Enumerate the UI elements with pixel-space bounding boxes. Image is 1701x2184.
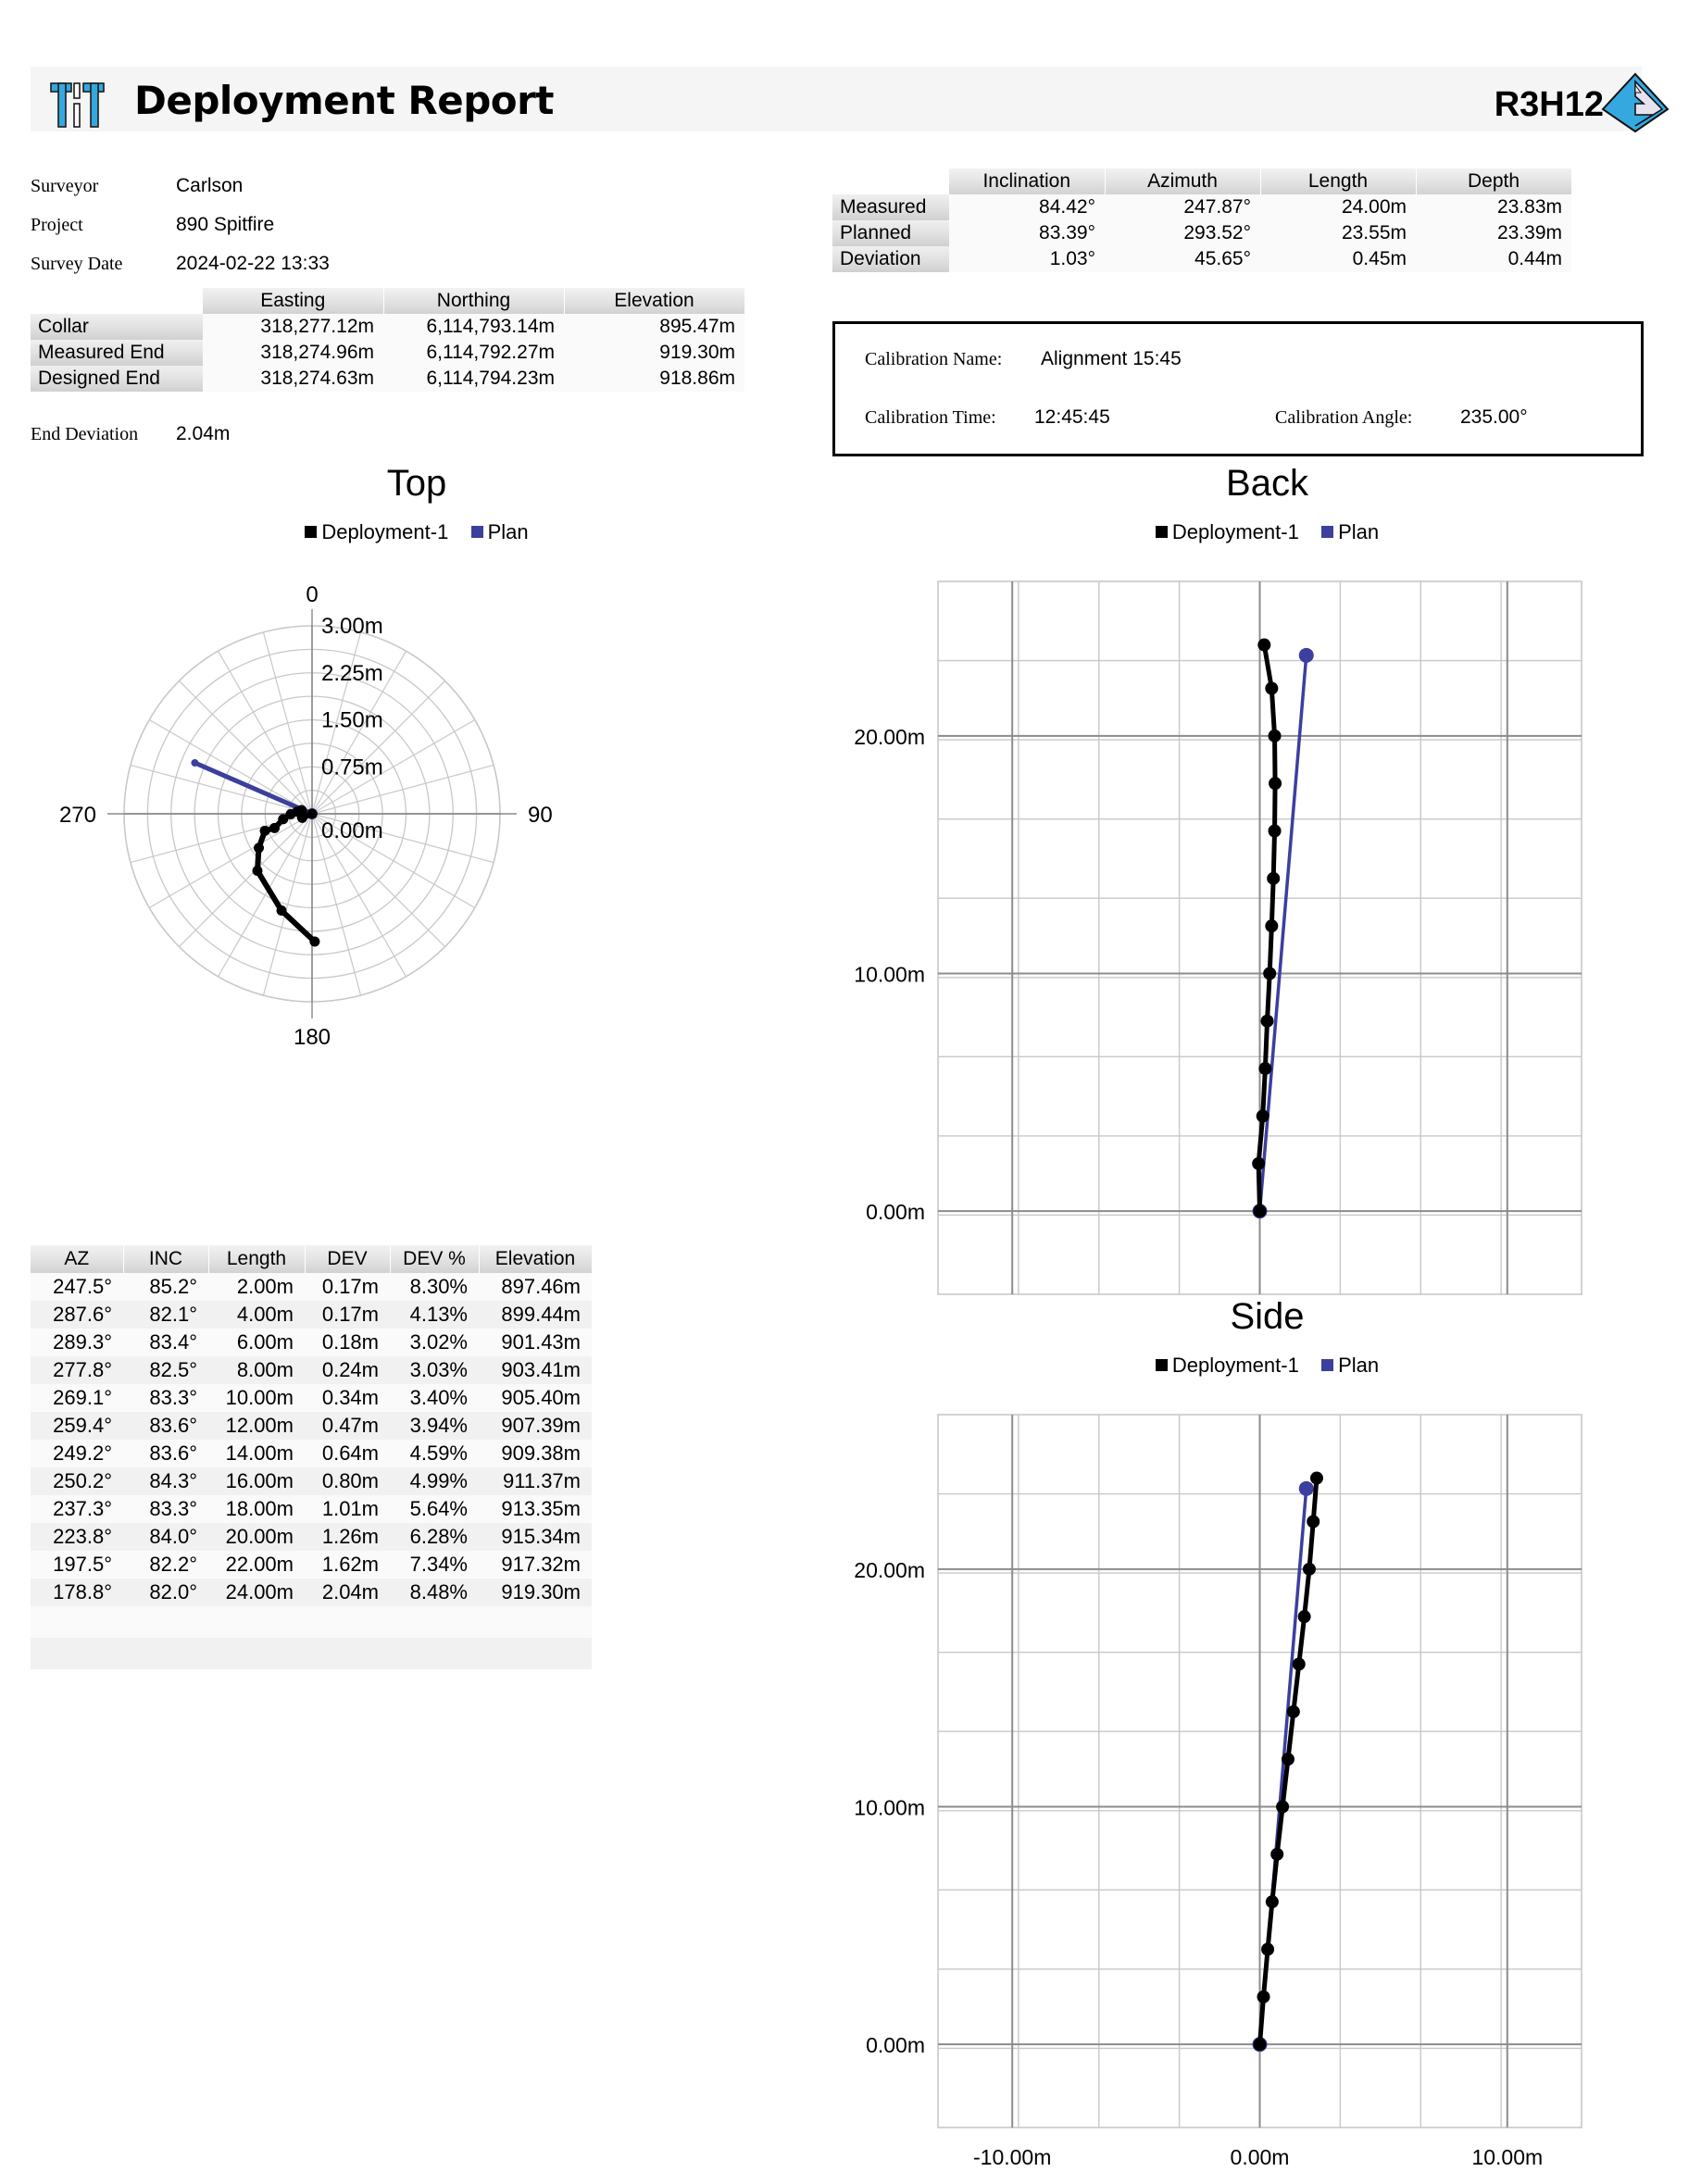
y-axis-tick: 10.00m [854, 1795, 925, 1820]
cell-5-2: 12.00m [208, 1412, 305, 1440]
cell-empty [390, 1638, 479, 1669]
cell-8-2: 18.00m [208, 1495, 305, 1523]
cell-8-3: 1.01m [305, 1495, 390, 1523]
cell-2-4: 3.02% [390, 1329, 479, 1356]
cell-8-1: 83.3° [123, 1495, 208, 1523]
cell-0-5: 897.46m [479, 1273, 592, 1301]
cell-measured-length: 24.00m [1260, 194, 1416, 220]
cell-8-4: 5.64% [390, 1495, 479, 1523]
cell-11-0: 178.8° [31, 1579, 123, 1606]
row-label-designed-end: Designed End [31, 366, 203, 392]
polar-angle-tick: 270 [58, 803, 96, 828]
cell-11-3: 2.04m [305, 1579, 390, 1606]
calibration-time-value: 12:45:45 [1034, 406, 1110, 428]
polar-radial-tick: 2.25m [321, 660, 383, 686]
table-header-row [31, 1245, 592, 1273]
row-label-collar: Collar [31, 314, 203, 340]
cell-4-3: 0.34m [305, 1384, 390, 1412]
back-chart-title: Back [1226, 463, 1308, 504]
cell-1-4: 4.13% [390, 1301, 479, 1329]
cell-measured-depth: 23.83m [1416, 194, 1571, 220]
cell-2-5: 901.43m [479, 1329, 592, 1356]
cell-1-1: 82.1° [123, 1301, 208, 1329]
cell-planned-depth: 23.39m [1416, 220, 1571, 246]
cell-planned-azimuth: 293.52° [1105, 220, 1260, 246]
table-row [31, 1301, 592, 1329]
table-row [31, 366, 744, 392]
col-northing: Northing [383, 288, 564, 314]
legend-label-deployment: Deployment-1 [1171, 1354, 1299, 1377]
end-deviation-value: 2.04m [176, 423, 231, 444]
table-row [31, 1412, 592, 1440]
project-value: 890 Spitfire [176, 214, 275, 235]
cell-6-0: 249.2° [31, 1440, 123, 1467]
col-az: AZ [31, 1245, 123, 1273]
cell-7-1: 84.3° [123, 1467, 208, 1495]
surveyor-label: Surveyor [31, 176, 99, 196]
x-axis-tick: 10.00m [1471, 2145, 1544, 2169]
x-axis-tick: 0.00m [1230, 2145, 1290, 2169]
polar-angle-tick: 180 [293, 1025, 331, 1050]
top-chart-title: Top [386, 463, 447, 504]
cell-7-0: 250.2° [31, 1467, 123, 1495]
legend-label-deployment: Deployment-1 [1171, 520, 1299, 543]
end-deviation-label: End Deviation [31, 424, 139, 444]
table-header-row [832, 168, 1571, 194]
col-length: Length [208, 1245, 305, 1273]
cell-2-2: 6.00m [208, 1329, 305, 1356]
deviation-table [31, 1245, 593, 1669]
cell-10-4: 7.34% [390, 1551, 479, 1579]
cell-8-5: 913.35m [479, 1495, 592, 1523]
cell-deviation-length: 0.45m [1260, 246, 1416, 272]
table-row [31, 1329, 592, 1356]
cell-empty [31, 1638, 123, 1669]
col-depth: Depth [1416, 168, 1571, 194]
cell-11-1: 82.0° [123, 1579, 208, 1606]
cell-measured-inclination: 84.42° [949, 194, 1105, 220]
cell-2-1: 83.4° [123, 1329, 208, 1356]
polar-angle-tick: 90 [528, 803, 553, 828]
hole-id-label: R3H12 [1494, 85, 1604, 124]
table-row [31, 340, 744, 366]
row-label-measured: Measured [832, 194, 949, 220]
cell-measured-end-northing: 6,114,792.27m [383, 340, 564, 366]
cell-9-1: 84.0° [123, 1523, 208, 1551]
cell-3-5: 903.41m [479, 1356, 592, 1384]
row-label-planned: Planned [832, 220, 949, 246]
cell-empty [479, 1606, 592, 1638]
cell-0-4: 8.30% [390, 1273, 479, 1301]
cell-collar-northing: 6,114,793.14m [383, 314, 564, 340]
polar-radial-tick: 0.00m [321, 818, 383, 843]
table-row [832, 246, 1571, 272]
tit-logo-icon [48, 80, 106, 130]
table-row [31, 1467, 592, 1495]
table-row [31, 1551, 592, 1579]
side-view-chart [833, 1296, 1701, 2184]
legend-label-plan: Plan [1338, 520, 1380, 543]
calibration-angle-label: Calibration Angle: [1275, 407, 1413, 428]
table-row [31, 1523, 592, 1551]
cell-5-1: 83.6° [123, 1412, 208, 1440]
calibration-name-label: Calibration Name: [865, 349, 1003, 369]
cell-measured-end-easting: 318,274.96m [203, 340, 383, 366]
y-axis-tick: 0.00m [866, 2033, 925, 2058]
cell-6-3: 0.64m [305, 1440, 390, 1467]
side-plot-svg [833, 1296, 1701, 2184]
cell-1-3: 0.17m [305, 1301, 390, 1329]
y-axis-tick: 20.00m [854, 724, 925, 749]
cell-0-2: 2.00m [208, 1273, 305, 1301]
col-inc: INC [123, 1245, 208, 1273]
cell-0-0: 247.5° [31, 1273, 123, 1301]
polar-radial-tick: 1.50m [321, 707, 383, 733]
cell-measured-azimuth: 247.87° [1105, 194, 1260, 220]
cell-3-4: 3.03% [390, 1356, 479, 1384]
polar-plot-svg [0, 463, 833, 1241]
table-row [832, 220, 1571, 246]
cell-11-4: 8.48% [390, 1579, 479, 1606]
cell-7-4: 4.99% [390, 1467, 479, 1495]
calibration-panel [832, 321, 1644, 456]
surveyor-value: Carlson [176, 175, 244, 196]
col-inclination: Inclination [949, 168, 1105, 194]
cell-3-2: 8.00m [208, 1356, 305, 1384]
calibration-name-value: Alignment 15:45 [1041, 348, 1182, 369]
cell-9-5: 915.34m [479, 1523, 592, 1551]
cell-empty [208, 1606, 305, 1638]
cell-3-3: 0.24m [305, 1356, 390, 1384]
cell-5-5: 907.39m [479, 1412, 592, 1440]
cell-10-1: 82.2° [123, 1551, 208, 1579]
cell-6-4: 4.59% [390, 1440, 479, 1467]
table-row [31, 1273, 592, 1301]
cell-1-2: 4.00m [208, 1301, 305, 1329]
polar-radial-tick: 3.00m [321, 614, 383, 639]
cell-2-0: 289.3° [31, 1329, 123, 1356]
corner-cell [832, 168, 949, 194]
cell-5-0: 259.4° [31, 1412, 123, 1440]
cell-planned-inclination: 83.39° [949, 220, 1105, 246]
y-axis-tick: 20.00m [854, 1557, 925, 1582]
cell-5-4: 3.94% [390, 1412, 479, 1440]
cell-collar-easting: 318,277.12m [203, 314, 383, 340]
cell-6-5: 909.38m [479, 1440, 592, 1467]
legend-label-plan: Plan [1338, 1354, 1380, 1377]
cell-9-3: 1.26m [305, 1523, 390, 1551]
y-axis-tick: 0.00m [866, 1200, 925, 1225]
cell-11-2: 24.00m [208, 1579, 305, 1606]
col-dev: DEV [305, 1245, 390, 1273]
cell-planned-length: 23.55m [1260, 220, 1416, 246]
side-chart-title: Side [1230, 1296, 1305, 1337]
cell-7-5: 911.37m [479, 1467, 592, 1495]
col-elevation: Elevation [564, 288, 744, 314]
cell-deviation-inclination: 1.03° [949, 246, 1105, 272]
cell-4-4: 3.40% [390, 1384, 479, 1412]
cell-empty [31, 1606, 123, 1638]
top-view-chart [0, 463, 833, 1241]
pyramid-logo-icon [1601, 72, 1670, 133]
cell-9-0: 223.8° [31, 1523, 123, 1551]
y-axis-tick: 10.00m [854, 962, 925, 987]
cell-5-3: 0.47m [305, 1412, 390, 1440]
calibration-angle-value: 235.00° [1460, 406, 1528, 428]
cell-4-5: 905.40m [479, 1384, 592, 1412]
cell-10-3: 1.62m [305, 1551, 390, 1579]
table-row [31, 1495, 592, 1523]
cell-empty [390, 1606, 479, 1638]
cell-6-1: 83.6° [123, 1440, 208, 1467]
cell-4-1: 83.3° [123, 1384, 208, 1412]
cell-0-1: 85.2° [123, 1273, 208, 1301]
cell-collar-elevation: 895.47m [564, 314, 744, 340]
cell-empty [479, 1638, 592, 1669]
coordinates-table [31, 288, 745, 392]
col-dev: DEV % [390, 1245, 479, 1273]
cell-empty [305, 1606, 390, 1638]
cell-9-4: 6.28% [390, 1523, 479, 1551]
legend-label-deployment: Deployment-1 [321, 520, 449, 543]
cell-measured-end-elevation: 919.30m [564, 340, 744, 366]
cell-deviation-azimuth: 45.65° [1105, 246, 1260, 272]
cell-2-3: 0.18m [305, 1329, 390, 1356]
cell-empty [123, 1606, 208, 1638]
col-easting: Easting [203, 288, 383, 314]
row-label-measured-end: Measured End [31, 340, 203, 366]
cell-empty [123, 1638, 208, 1669]
polar-radial-tick: 0.75m [321, 755, 383, 780]
cell-empty [208, 1638, 305, 1669]
table-row [31, 1579, 592, 1606]
project-label: Project [31, 215, 83, 235]
cell-3-0: 277.8° [31, 1356, 123, 1384]
back-view-chart [833, 463, 1701, 1296]
cell-7-2: 16.00m [208, 1467, 305, 1495]
cell-6-2: 14.00m [208, 1440, 305, 1467]
cell-10-0: 197.5° [31, 1551, 123, 1579]
cell-4-2: 10.00m [208, 1384, 305, 1412]
table-row [31, 1384, 592, 1412]
cell-1-5: 899.44m [479, 1301, 592, 1329]
cell-8-0: 237.3° [31, 1495, 123, 1523]
cell-0-3: 0.17m [305, 1273, 390, 1301]
page-title: Deployment Report [134, 78, 554, 123]
corner-cell [31, 288, 203, 314]
calibration-time-label: Calibration Time: [865, 407, 996, 428]
cell-11-5: 919.30m [479, 1579, 592, 1606]
cell-empty [305, 1638, 390, 1669]
cell-10-5: 917.32m [479, 1551, 592, 1579]
table-row [31, 1356, 592, 1384]
cell-1-0: 287.6° [31, 1301, 123, 1329]
col-azimuth: Azimuth [1105, 168, 1260, 194]
cell-designed-end-elevation: 918.86m [564, 366, 744, 392]
col-elevation: Elevation [479, 1245, 592, 1273]
cell-designed-end-easting: 318,274.63m [203, 366, 383, 392]
polar-angle-tick: 0 [306, 582, 319, 607]
back-plot-svg [833, 463, 1701, 1296]
cell-7-3: 0.80m [305, 1467, 390, 1495]
survey-date-value: 2024-02-22 13:33 [176, 253, 330, 274]
survey-date-label: Survey Date [31, 254, 123, 274]
cell-deviation-depth: 0.44m [1416, 246, 1571, 272]
table-row [832, 194, 1571, 220]
survey-summary-table [832, 168, 1572, 272]
row-label-deviation: Deviation [832, 246, 949, 272]
cell-3-1: 82.5° [123, 1356, 208, 1384]
x-axis-tick: -10.00m [973, 2145, 1052, 2169]
col-length: Length [1260, 168, 1416, 194]
table-row-empty [31, 1638, 592, 1669]
cell-4-0: 269.1° [31, 1384, 123, 1412]
table-row [31, 314, 744, 340]
cell-9-2: 20.00m [208, 1523, 305, 1551]
table-row [31, 1440, 592, 1467]
legend-label-plan: Plan [487, 520, 529, 543]
table-header-row [31, 288, 744, 314]
cell-10-2: 22.00m [208, 1551, 305, 1579]
table-row-empty [31, 1606, 592, 1638]
cell-designed-end-northing: 6,114,794.23m [383, 366, 564, 392]
